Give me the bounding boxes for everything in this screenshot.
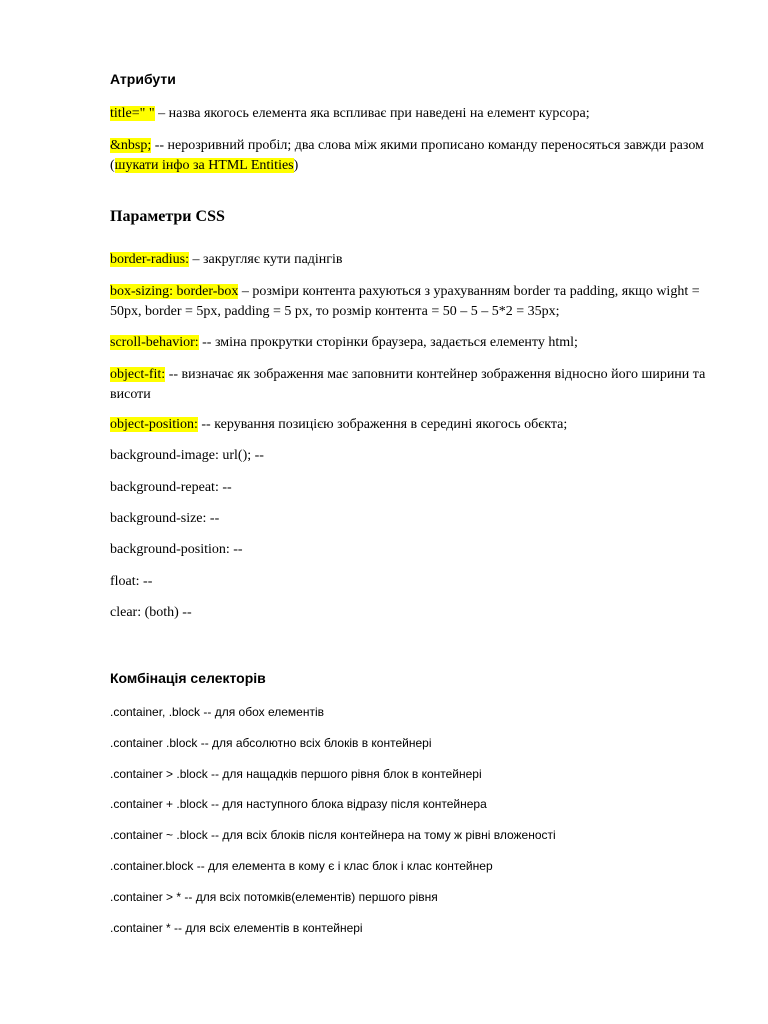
selector-item: .container, .block -- для обох елементів	[110, 705, 325, 719]
selectors-heading: Комбінація селекторів	[110, 670, 266, 686]
selector-item: .container .block -- для абсолютно всіх блоків в контейнері	[110, 736, 432, 750]
selector-item: .container > * -- для всіх потомків(елементів) першого рівня	[110, 890, 438, 904]
nbsp-code: &nbsp;	[110, 138, 152, 153]
css-plain-item: background-size: --	[110, 511, 220, 526]
css-plain-item: background-image: url(); --	[110, 448, 264, 463]
css-item	[110, 365, 720, 405]
title-attribute-code: title=" "	[110, 106, 155, 121]
selector-item: .container * -- для всіх елементів в контейнері	[110, 921, 363, 935]
css-plain-item: background-position: --	[110, 542, 243, 557]
nbsp-desc: -- нерозривний пробіл; два слова між якими прописано команду переносяться завжди разом (	[110, 138, 704, 173]
css-item-desc: -- визначає як зображення має заповнити контейнер зображення відносно його ширини та висоти	[110, 367, 706, 402]
css-plain-item: clear: (both) --	[110, 605, 192, 620]
nbsp-line	[110, 136, 720, 176]
css-item-code: border-radius:	[110, 252, 190, 267]
attributes-heading: Атрибути	[110, 71, 176, 87]
css-item-code: object-fit:	[110, 367, 166, 382]
css-item-code: scroll-behavior:	[110, 335, 199, 350]
css-item	[110, 250, 343, 270]
css-item-desc: – закругляє кути падінгів	[189, 252, 343, 267]
css-heading: Параметри CSS	[110, 208, 225, 225]
css-item	[110, 333, 578, 353]
css-item	[110, 415, 567, 435]
css-plain-item: float: --	[110, 574, 153, 589]
selector-item: .container.block -- для елемента в кому є і клас блок і клас контейнер	[110, 859, 493, 873]
css-plain-item: background-repeat: --	[110, 480, 232, 495]
title-attribute-desc: – назва якогось елемента яка вспливає при наведені на елемент курсора;	[154, 106, 590, 121]
css-item	[110, 282, 720, 322]
nbsp-desc-end: )	[293, 158, 299, 173]
title-attribute-line	[110, 104, 590, 124]
html-entities-note: шукати інфо за HTML Entities	[114, 158, 294, 173]
selector-item: .container ~ .block -- для всіх блоків після контейнера на тому ж рівні вложеності	[110, 828, 556, 842]
css-item-desc: -- зміна прокрутки сторінки браузера, задається елементу html;	[198, 335, 578, 350]
css-item-desc: – розміри контента рахуються з урахуванням border та padding, якщо wight = 50px, border = 5px, padding = 5 px, то розмір контента = 50 – 5 – 5*2 = 35px;	[110, 284, 700, 319]
selector-item: .container > .block -- для нащадків першого рівня блок в контейнері	[110, 767, 482, 781]
css-item-desc: -- керування позицією зображення в середині якогось обєкта;	[197, 417, 568, 432]
css-item-code: box-sizing: border-box	[110, 284, 239, 299]
selector-item: .container + .block -- для наступного блока відразу після контейнера	[110, 797, 487, 811]
css-item-code: object-position:	[110, 417, 198, 432]
